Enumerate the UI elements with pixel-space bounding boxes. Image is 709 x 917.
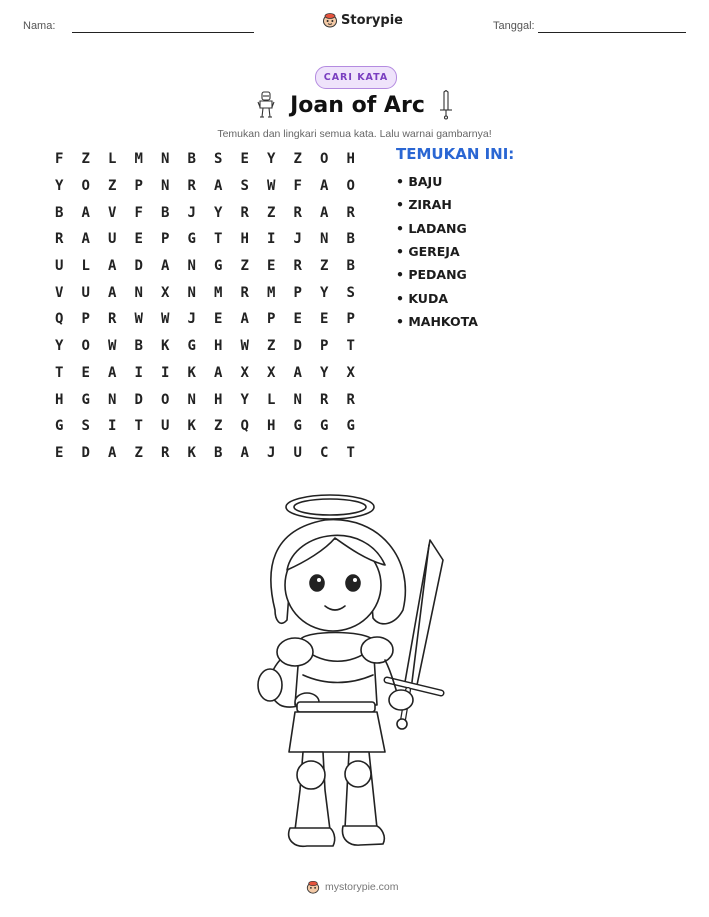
grid-cell[interactable]: Q — [240, 418, 249, 435]
grid-cell[interactable]: M — [134, 151, 143, 168]
grid-cell[interactable]: O — [81, 338, 90, 355]
word-search-grid — [46, 146, 364, 466]
grid-cell[interactable]: J — [267, 444, 276, 461]
grid-cell[interactable]: N — [187, 391, 196, 408]
grid-cell[interactable]: K — [161, 338, 170, 355]
grid-cell[interactable]: S — [214, 151, 223, 168]
grid-cell[interactable]: N — [161, 151, 170, 168]
grid-cell[interactable]: R — [293, 204, 302, 221]
grid-cell[interactable]: Z — [267, 204, 276, 221]
grid-cell[interactable]: T — [346, 338, 355, 355]
grid-cell[interactable]: X — [161, 284, 170, 301]
grid-cell[interactable]: Z — [134, 444, 143, 461]
grid-cell[interactable]: Y — [55, 178, 64, 195]
joan-of-arc-coloring-illustration — [245, 490, 455, 860]
grid-cell[interactable]: Y — [320, 284, 329, 301]
grid-cell[interactable]: S — [240, 178, 249, 195]
grid-row — [46, 360, 364, 387]
grid-cell[interactable]: T — [134, 418, 143, 435]
grid-cell[interactable]: G — [187, 338, 196, 355]
grid-cell[interactable]: B — [134, 338, 143, 355]
grid-cell[interactable]: I — [161, 364, 170, 381]
grid-cell[interactable]: G — [81, 391, 90, 408]
grid-cell[interactable]: P — [293, 284, 302, 301]
grid-cell[interactable]: P — [346, 311, 355, 328]
grid-cell[interactable]: W — [108, 338, 117, 355]
grid-cell[interactable]: Y — [214, 204, 223, 221]
grid-cell[interactable]: Y — [320, 364, 329, 381]
knight-icon — [256, 90, 276, 120]
grid-cell[interactable]: H — [267, 418, 276, 435]
grid-cell[interactable]: Z — [240, 258, 249, 275]
grid-cell[interactable]: W — [267, 178, 276, 195]
grid-cell[interactable]: U — [81, 284, 90, 301]
grid-cell[interactable]: G — [293, 418, 302, 435]
word-list — [396, 170, 478, 333]
grid-cell[interactable]: U — [293, 444, 302, 461]
grid-cell[interactable]: M — [267, 284, 276, 301]
grid-cell[interactable]: G — [346, 418, 355, 435]
grid-cell[interactable]: W — [240, 338, 249, 355]
grid-cell[interactable]: I — [108, 418, 117, 435]
grid-cell[interactable]: D — [134, 391, 143, 408]
grid-cell[interactable]: E — [55, 444, 64, 461]
grid-cell[interactable]: B — [346, 231, 355, 248]
grid-cell[interactable]: E — [267, 258, 276, 275]
grid-row — [46, 440, 364, 467]
grid-row — [46, 199, 364, 226]
grid-cell[interactable]: H — [55, 391, 64, 408]
grid-cell[interactable]: O — [320, 151, 329, 168]
grid-cell[interactable]: E — [320, 311, 329, 328]
grid-cell[interactable]: M — [214, 284, 223, 301]
grid-cell[interactable]: Z — [108, 178, 117, 195]
grid-cell[interactable]: R — [161, 444, 170, 461]
grid-cell[interactable]: A — [108, 364, 117, 381]
grid-cell[interactable]: A — [320, 204, 329, 221]
grid-cell[interactable]: C — [320, 444, 329, 461]
word-list-item: • KUDA — [396, 290, 449, 306]
grid-cell[interactable]: Z — [267, 338, 276, 355]
grid-cell[interactable]: I — [267, 231, 276, 248]
grid-cell[interactable]: A — [320, 178, 329, 195]
grid-row — [46, 279, 364, 306]
grid-cell[interactable]: O — [161, 391, 170, 408]
grid-cell[interactable]: P — [320, 338, 329, 355]
brand — [322, 12, 403, 28]
grid-cell[interactable]: R — [320, 391, 329, 408]
grid-cell[interactable]: U — [55, 258, 64, 275]
grid-cell[interactable]: T — [346, 444, 355, 461]
grid-cell[interactable]: K — [187, 418, 196, 435]
grid-cell[interactable]: R — [240, 204, 249, 221]
grid-cell[interactable]: G — [55, 418, 64, 435]
grid-cell[interactable]: K — [187, 364, 196, 381]
grid-row — [46, 226, 364, 253]
grid-row — [46, 173, 364, 200]
grid-cell[interactable]: V — [55, 284, 64, 301]
footer-url[interactable]: mystorypie.com — [325, 881, 399, 893]
grid-cell[interactable]: D — [81, 444, 90, 461]
grid-cell[interactable]: W — [161, 311, 170, 328]
grid-cell[interactable]: U — [161, 418, 170, 435]
grid-cell[interactable]: T — [214, 231, 223, 248]
grid-cell[interactable]: L — [108, 151, 117, 168]
grid-cell[interactable]: E — [214, 311, 223, 328]
grid-cell[interactable]: A — [214, 364, 223, 381]
grid-cell[interactable]: P — [161, 231, 170, 248]
grid-cell[interactable]: H — [214, 338, 223, 355]
grid-cell[interactable]: G — [214, 258, 223, 275]
grid-cell[interactable]: B — [187, 151, 196, 168]
grid-cell[interactable]: E — [81, 364, 90, 381]
grid-cell[interactable]: J — [187, 311, 196, 328]
grid-cell[interactable]: A — [240, 311, 249, 328]
grid-cell[interactable]: R — [55, 231, 64, 248]
grid-cell[interactable]: G — [320, 418, 329, 435]
grid-cell[interactable]: R — [293, 258, 302, 275]
grid-cell[interactable]: F — [134, 204, 143, 221]
grid-cell[interactable]: X — [267, 364, 276, 381]
grid-row — [46, 306, 364, 333]
category-badge: CARI KATA — [315, 66, 397, 89]
grid-cell[interactable]: Q — [55, 311, 64, 328]
footer — [306, 880, 399, 894]
name-label: Nama: — [23, 20, 56, 32]
word-list-title: TEMUKAN INI: — [396, 145, 515, 163]
grid-cell[interactable]: P — [81, 311, 90, 328]
sword-icon — [439, 90, 453, 120]
title-row — [0, 90, 709, 120]
grid-row — [46, 146, 364, 173]
grid-cell[interactable]: S — [81, 418, 90, 435]
grid-cell[interactable]: V — [108, 204, 117, 221]
grid-cell[interactable]: H — [346, 151, 355, 168]
grid-cell[interactable]: H — [240, 231, 249, 248]
grid-cell[interactable]: A — [108, 444, 117, 461]
word-list-item: • GEREJA — [396, 244, 460, 260]
grid-cell[interactable]: Y — [267, 151, 276, 168]
grid-cell[interactable]: R — [187, 178, 196, 195]
name-field[interactable] — [72, 32, 254, 33]
grid-cell[interactable]: J — [187, 204, 196, 221]
grid-cell[interactable]: E — [240, 151, 249, 168]
grid-cell[interactable]: P — [267, 311, 276, 328]
grid-cell[interactable]: X — [346, 364, 355, 381]
grid-cell[interactable]: L — [81, 258, 90, 275]
word-list-item: • LADANG — [396, 220, 467, 236]
page-title: Joan of Arc — [290, 92, 425, 118]
grid-cell[interactable]: N — [320, 231, 329, 248]
grid-cell[interactable]: W — [134, 311, 143, 328]
grid-cell[interactable]: X — [240, 364, 249, 381]
storypie-logo-icon — [322, 12, 338, 28]
grid-cell[interactable]: A — [108, 284, 117, 301]
grid-cell[interactable]: R — [346, 204, 355, 221]
grid-cell[interactable]: A — [293, 364, 302, 381]
grid-cell[interactable]: Y — [240, 391, 249, 408]
grid-cell[interactable]: N — [187, 284, 196, 301]
grid-row — [46, 253, 364, 280]
grid-cell[interactable]: F — [293, 178, 302, 195]
grid-row — [46, 333, 364, 360]
grid-cell[interactable]: F — [55, 151, 64, 168]
grid-cell[interactable]: Z — [214, 418, 223, 435]
grid-cell[interactable]: B — [214, 444, 223, 461]
grid-cell[interactable]: Z — [293, 151, 302, 168]
grid-cell[interactable]: Z — [81, 151, 90, 168]
grid-cell[interactable]: A — [81, 204, 90, 221]
grid-cell[interactable]: I — [134, 364, 143, 381]
date-field[interactable] — [538, 32, 686, 33]
word-list-item: • ZIRAH — [396, 197, 452, 213]
grid-cell[interactable]: E — [134, 231, 143, 248]
grid-cell[interactable]: B — [55, 204, 64, 221]
grid-cell[interactable]: N — [134, 284, 143, 301]
grid-cell[interactable]: A — [161, 258, 170, 275]
grid-cell[interactable]: Y — [55, 338, 64, 355]
grid-cell[interactable]: G — [187, 231, 196, 248]
instructions: Temukan dan lingkari semua kata. Lalu warnai gambarnya! — [217, 128, 492, 140]
storypie-logo-icon — [306, 880, 320, 894]
grid-cell[interactable]: D — [293, 338, 302, 355]
grid-cell[interactable]: N — [187, 258, 196, 275]
grid-cell[interactable]: T — [55, 364, 64, 381]
grid-cell[interactable]: Z — [320, 258, 329, 275]
grid-cell[interactable]: S — [346, 284, 355, 301]
grid-cell[interactable]: D — [134, 258, 143, 275]
grid-cell[interactable]: B — [161, 204, 170, 221]
grid-cell[interactable]: B — [346, 258, 355, 275]
date-label: Tanggal: — [493, 20, 535, 32]
grid-cell[interactable]: R — [240, 284, 249, 301]
grid-row — [46, 386, 364, 413]
word-list-item: • BAJU — [396, 174, 443, 190]
grid-cell[interactable]: J — [293, 231, 302, 248]
grid-cell[interactable]: E — [293, 311, 302, 328]
grid-cell[interactable]: N — [293, 391, 302, 408]
grid-cell[interactable]: P — [134, 178, 143, 195]
grid-cell[interactable]: K — [187, 444, 196, 461]
grid-cell[interactable]: N — [108, 391, 117, 408]
word-list-item: • PEDANG — [396, 267, 467, 283]
grid-cell[interactable]: A — [81, 231, 90, 248]
grid-row — [46, 413, 364, 440]
grid-cell[interactable]: N — [161, 178, 170, 195]
grid-cell[interactable]: A — [214, 178, 223, 195]
grid-cell[interactable]: O — [346, 178, 355, 195]
word-list-item: • MAHKOTA — [396, 313, 478, 329]
grid-cell[interactable]: R — [108, 311, 117, 328]
grid-cell[interactable]: H — [214, 391, 223, 408]
grid-cell[interactable]: L — [267, 391, 276, 408]
grid-cell[interactable]: U — [108, 231, 117, 248]
grid-cell[interactable]: O — [81, 178, 90, 195]
grid-cell[interactable]: R — [346, 391, 355, 408]
grid-cell[interactable]: A — [108, 258, 117, 275]
brand-name: Storypie — [341, 12, 403, 28]
grid-cell[interactable]: A — [240, 444, 249, 461]
